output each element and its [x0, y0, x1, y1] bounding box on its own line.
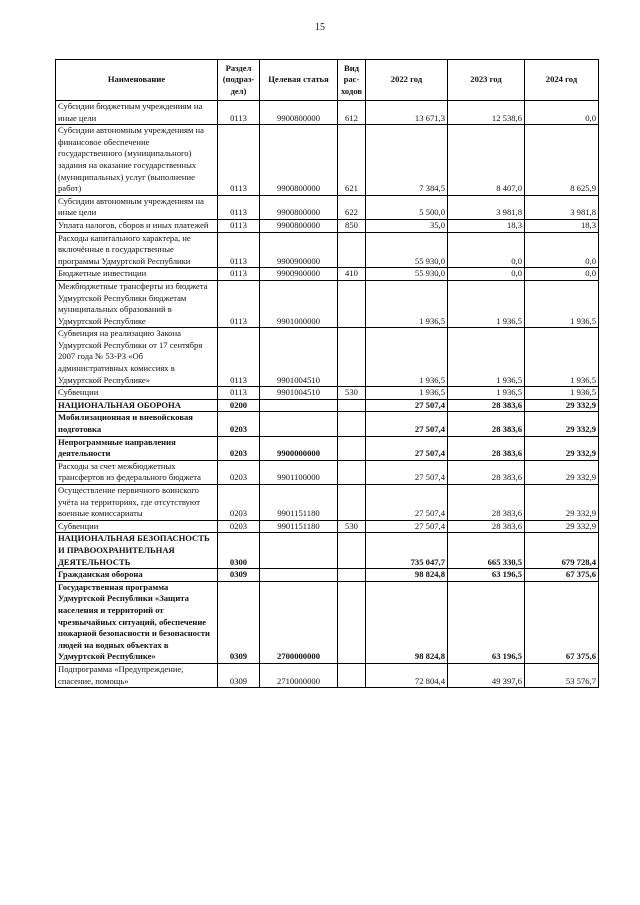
page-number: 15: [315, 22, 325, 33]
table-row: [56, 569, 599, 582]
row-value-2024: 53 576,7: [525, 663, 599, 687]
row-expense-type: 410: [338, 268, 366, 281]
row-name: Уплата налогов, сборов и иных платежей: [56, 219, 218, 232]
row-section: 0113: [218, 328, 260, 387]
header-2022: 2022 год: [366, 60, 448, 101]
row-section: 0113: [218, 280, 260, 327]
row-value-2024: 67 375,6: [525, 581, 599, 663]
row-section: 0309: [218, 581, 260, 663]
table-row: [56, 232, 599, 268]
row-value-2022: 27 507,4: [366, 520, 448, 533]
table-row: [56, 412, 599, 436]
row-section: 0113: [218, 268, 260, 281]
row-value-2024: 0,0: [525, 268, 599, 281]
row-value-2024: 0,0: [525, 101, 599, 125]
row-value-2024: 29 332,9: [525, 520, 599, 533]
row-expense-type: 621: [338, 125, 366, 196]
row-expense-type: 612: [338, 101, 366, 125]
row-name: Субвенции: [56, 520, 218, 533]
row-section: 0113: [218, 232, 260, 268]
row-value-2022: 5 500,0: [366, 195, 448, 219]
table-row: [56, 460, 599, 484]
row-name: Субвенция на реализацию Закона Удмуртской Республики от 17 сентября 2007 года № 53-РЗ «Об административных комиссиях в Удмуртской Республике»: [56, 328, 218, 387]
row-value-2022: 27 507,4: [366, 399, 448, 412]
row-value-2022: 27 507,4: [366, 412, 448, 436]
row-value-2024: 3 981,8: [525, 195, 599, 219]
row-value-2024: 29 332,9: [525, 412, 599, 436]
row-section: 0113: [218, 195, 260, 219]
table-row: [56, 399, 599, 412]
row-name: Непрограммные направления деятельности: [56, 436, 218, 460]
row-article: [260, 569, 338, 582]
row-section: 0300: [218, 533, 260, 569]
row-value-2023: 28 383,6: [448, 460, 525, 484]
row-value-2022: 72 804,4: [366, 663, 448, 687]
row-expense-type: [338, 581, 366, 663]
header-2024: 2024 год: [525, 60, 599, 101]
row-expense-type: 530: [338, 520, 366, 533]
row-section: 0203: [218, 485, 260, 521]
row-expense-type: [338, 533, 366, 569]
row-expense-type: [338, 328, 366, 387]
row-expense-type: 530: [338, 387, 366, 400]
row-value-2023: 665 330,5: [448, 533, 525, 569]
row-value-2022: 35,0: [366, 219, 448, 232]
table-row: [56, 533, 599, 569]
row-article: 2700000000: [260, 581, 338, 663]
row-name: Расходы капитального характера, не включённые в государственные программы Удмуртской Республики: [56, 232, 218, 268]
row-value-2024: 1 936,5: [525, 280, 599, 327]
row-value-2022: 55 930,0: [366, 268, 448, 281]
row-value-2024: 1 936,5: [525, 387, 599, 400]
row-value-2023: 1 936,5: [448, 387, 525, 400]
row-section: 0113: [218, 219, 260, 232]
header-section: Раздел (подраз-дел): [218, 60, 260, 101]
row-name: Мобилизационная и вневойсковая подготовка: [56, 412, 218, 436]
row-name: Межбюджетные трансферты из бюджета Удмуртской Республики бюджетам муниципальных образований в Удмуртской Республике: [56, 280, 218, 327]
table-row: [56, 268, 599, 281]
row-value-2024: 67 375,6: [525, 569, 599, 582]
row-value-2023: 49 397,6: [448, 663, 525, 687]
row-expense-type: [338, 485, 366, 521]
row-value-2023: 28 383,6: [448, 399, 525, 412]
row-value-2023: 0,0: [448, 268, 525, 281]
row-value-2024: 679 728,4: [525, 533, 599, 569]
row-article: [260, 412, 338, 436]
row-expense-type: [338, 232, 366, 268]
row-article: 9900900000: [260, 232, 338, 268]
row-value-2024: 18,3: [525, 219, 599, 232]
row-value-2024: 0,0: [525, 232, 599, 268]
row-section: 0309: [218, 569, 260, 582]
row-article: 2710000000: [260, 663, 338, 687]
row-section: 0113: [218, 387, 260, 400]
row-name: Субвенции: [56, 387, 218, 400]
row-section: 0113: [218, 101, 260, 125]
row-value-2022: 98 824,8: [366, 581, 448, 663]
row-article: 9901151180: [260, 485, 338, 521]
row-value-2022: 27 507,4: [366, 436, 448, 460]
row-value-2023: 3 981,8: [448, 195, 525, 219]
row-value-2023: 12 538,6: [448, 101, 525, 125]
row-section: 0113: [218, 125, 260, 196]
row-section: 0203: [218, 520, 260, 533]
row-section: 0203: [218, 436, 260, 460]
row-article: 9900800000: [260, 219, 338, 232]
row-name: Гражданская оборона: [56, 569, 218, 582]
table-row: [56, 485, 599, 521]
row-section: 0200: [218, 399, 260, 412]
table-row: [56, 436, 599, 460]
row-expense-type: 850: [338, 219, 366, 232]
row-value-2023: 28 383,6: [448, 412, 525, 436]
row-value-2022: 98 824,8: [366, 569, 448, 582]
row-article: 9901004510: [260, 328, 338, 387]
row-expense-type: [338, 460, 366, 484]
row-section: 0203: [218, 412, 260, 436]
row-name: НАЦИОНАЛЬНАЯ БЕЗОПАСНОСТЬ И ПРАВООХРАНИТЕЛЬНАЯ ДЕЯТЕЛЬНОСТЬ: [56, 533, 218, 569]
row-expense-type: [338, 569, 366, 582]
row-article: 9900800000: [260, 195, 338, 219]
row-value-2022: 55 930,0: [366, 232, 448, 268]
row-article: [260, 533, 338, 569]
table-header-row: [56, 60, 599, 101]
row-article: [260, 399, 338, 412]
row-article: 9901100000: [260, 460, 338, 484]
table-row: [56, 125, 599, 196]
row-name: Бюджетные инвестиции: [56, 268, 218, 281]
row-expense-type: [338, 280, 366, 327]
budget-table: [55, 59, 599, 688]
table-row: [56, 280, 599, 327]
row-name: Расходы за счет межбюджетных трансфертов из федерального бюджета: [56, 460, 218, 484]
row-expense-type: 622: [338, 195, 366, 219]
table-row: [56, 581, 599, 663]
row-name: Подпрограмма «Предупреждение, спасение, помощь»: [56, 663, 218, 687]
table-row: [56, 219, 599, 232]
header-2023: 2023 год: [448, 60, 525, 101]
row-value-2024: 29 332,9: [525, 460, 599, 484]
row-article: 9901151180: [260, 520, 338, 533]
row-value-2022: 13 671,3: [366, 101, 448, 125]
table-row: [56, 328, 599, 387]
row-value-2023: 1 936,5: [448, 280, 525, 327]
row-value-2023: 1 936,5: [448, 328, 525, 387]
row-value-2023: 28 383,6: [448, 436, 525, 460]
row-value-2024: 29 332,9: [525, 399, 599, 412]
row-expense-type: [338, 399, 366, 412]
row-article: 9900000000: [260, 436, 338, 460]
row-value-2024: 29 332,9: [525, 485, 599, 521]
row-article: 9900900000: [260, 268, 338, 281]
row-value-2024: 29 332,9: [525, 436, 599, 460]
row-section: 0309: [218, 663, 260, 687]
row-article: 9901004510: [260, 387, 338, 400]
row-name: НАЦИОНАЛЬНАЯ ОБОРОНА: [56, 399, 218, 412]
header-article: Целевая статья: [260, 60, 338, 101]
row-value-2023: 28 383,6: [448, 485, 525, 521]
table-row: [56, 663, 599, 687]
row-name: Государственная программа Удмуртской Республики «Защита населения и территорий от чрезвычайных ситуаций, обеспечение пожарной безопасности и безопасности людей на водных объектах в Удмуртской Республике»: [56, 581, 218, 663]
row-value-2022: 1 936,5: [366, 328, 448, 387]
row-value-2023: 0,0: [448, 232, 525, 268]
row-expense-type: [338, 663, 366, 687]
table-row: [56, 101, 599, 125]
row-value-2022: 27 507,4: [366, 460, 448, 484]
row-expense-type: [338, 412, 366, 436]
row-value-2022: 735 047,7: [366, 533, 448, 569]
row-value-2024: 8 625,9: [525, 125, 599, 196]
row-value-2024: 1 936,5: [525, 328, 599, 387]
row-name: Осуществление первичного воинского учёта на территориях, где отсутствуют военные комиссариаты: [56, 485, 218, 521]
row-expense-type: [338, 436, 366, 460]
row-value-2023: 28 383,6: [448, 520, 525, 533]
row-name: Субсидии бюджетным учреждениям на иные цели: [56, 101, 218, 125]
row-value-2023: 18,3: [448, 219, 525, 232]
row-value-2022: 7 384,5: [366, 125, 448, 196]
row-value-2022: 1 936,5: [366, 280, 448, 327]
table-row: [56, 195, 599, 219]
header-expense-type: Вид рас-ходов: [338, 60, 366, 101]
row-article: 9900800000: [260, 125, 338, 196]
row-value-2022: 1 936,5: [366, 387, 448, 400]
table-row: [56, 520, 599, 533]
row-value-2023: 63 196,5: [448, 581, 525, 663]
header-name: Наименование: [56, 60, 218, 101]
row-article: 9900800000: [260, 101, 338, 125]
row-name: Субсидии автономным учреждениям на иные цели: [56, 195, 218, 219]
row-name: Субсидии автономным учреждениям на финансовое обеспечение государственного (муниципального) задания на оказание государственных (муниципальных) услуг (выполнение работ): [56, 125, 218, 196]
row-value-2023: 8 407,0: [448, 125, 525, 196]
table-body: [56, 101, 599, 688]
table-row: [56, 387, 599, 400]
row-value-2022: 27 507,4: [366, 485, 448, 521]
row-value-2023: 63 196,5: [448, 569, 525, 582]
row-article: 9901000000: [260, 280, 338, 327]
row-section: 0203: [218, 460, 260, 484]
